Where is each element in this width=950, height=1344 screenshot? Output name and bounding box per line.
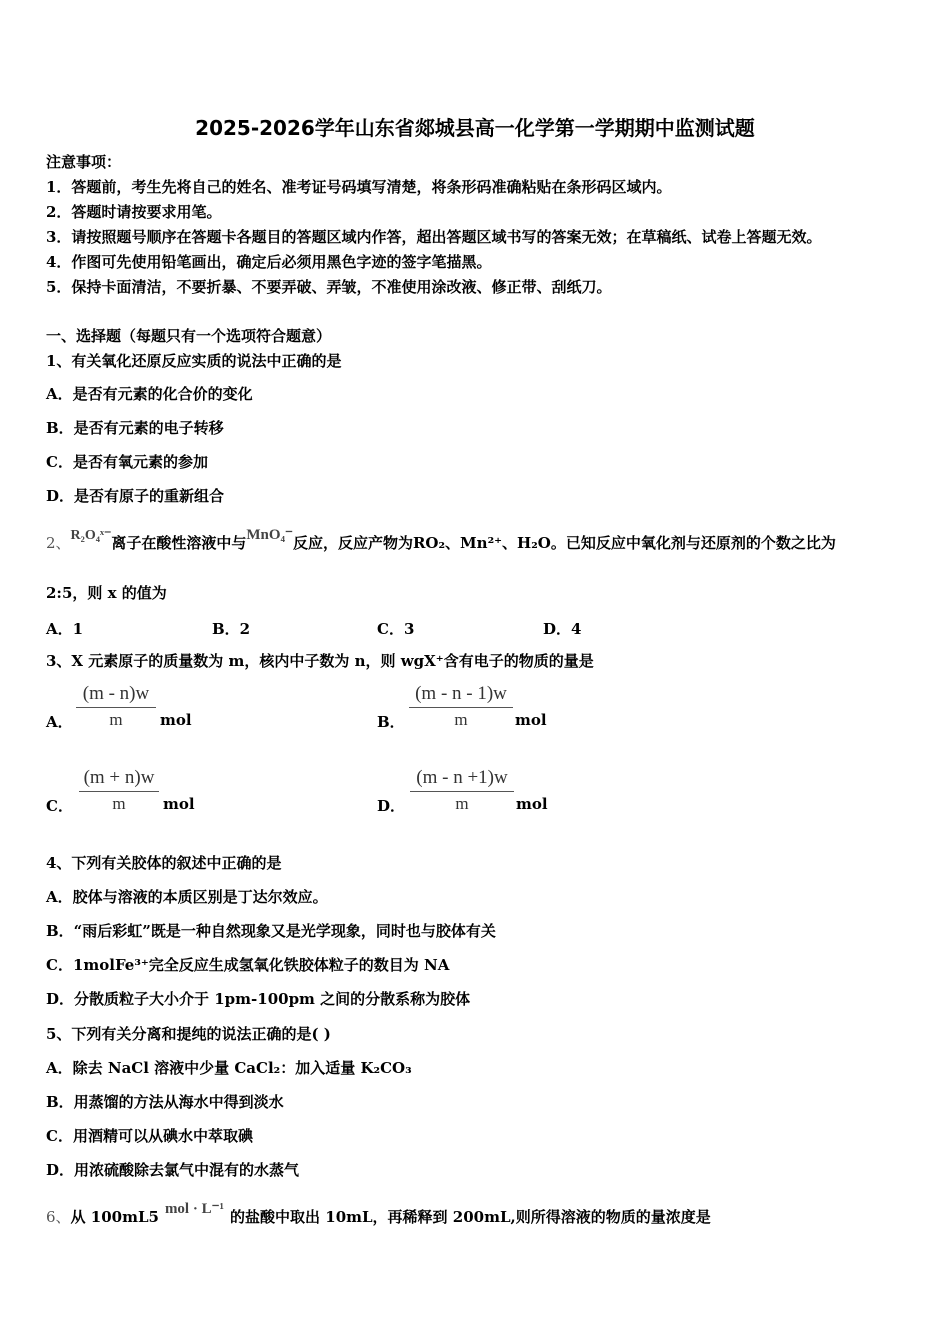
q2-formula-r2o4: R₂O₄ˣ⁻ — [70, 528, 112, 543]
notice-item: 5．保持卡面清洁，不要折暴、不要弄破、弄皱，不准使用涂改液、修正带、刮纸刀。 — [46, 278, 612, 296]
fraction-denominator: m — [455, 794, 469, 813]
q3-option-b-fraction — [409, 683, 513, 730]
q3-option-b-unit: mol — [515, 711, 547, 729]
q3-option-a-label: A． — [46, 713, 73, 731]
q3-option-c-fraction — [79, 767, 159, 814]
q2-option-a: A．1 — [46, 620, 84, 638]
q6-text-rest: 的盐酸中取出 10mL，再稀释到 200mL,则所得溶液的物质的量浓度是 — [230, 1208, 711, 1226]
fraction-numerator: (m - n - 1)w — [415, 683, 507, 704]
q6-number: 6、 — [46, 1208, 71, 1226]
q1-option-b: B．是否有元素的电子转移 — [46, 419, 224, 437]
q5-option-c: C．用酒精可以从碘水中萃取碘 — [46, 1127, 253, 1145]
question-4-stem: 4、下列有关胶体的叙述中正确的是 — [46, 854, 282, 872]
fraction-bar — [410, 791, 514, 792]
q2-formula-mno4: MnO₄⁻ — [246, 527, 293, 543]
notice-item: 4．作图可先使用铅笔画出，确定后必须用黑色字迹的签字笔描黑。 — [46, 253, 492, 271]
q3-option-c-unit: mol — [163, 795, 195, 813]
fraction-denominator: m — [454, 710, 468, 729]
fraction-numerator: (m - n +1)w — [416, 767, 508, 788]
q3-option-b-label: B． — [377, 713, 405, 731]
q3-option-d-label: D． — [377, 797, 406, 815]
q1-option-a: A．是否有元素的化合价的变化 — [46, 385, 253, 403]
question-2-stem-cont: 2:5，则 x 的值为 — [46, 584, 167, 602]
fraction-denominator: m — [109, 710, 123, 729]
page-title: 2025-2026学年山东省郯城县高一化学第一学期期中监测试题 — [195, 116, 755, 140]
notice-item: 2．答题时请按要求用笔。 — [46, 203, 222, 221]
q2-option-b: B．2 — [212, 620, 251, 638]
question-3-stem: 3、X 元素原子的质量数为 m，核内中子数为 n，则 wgX⁺含有电子的物质的量是 — [46, 652, 594, 670]
q2-option-d: D．4 — [543, 620, 582, 638]
question-1-stem: 1、有关氧化还原反应实质的说法中正确的是 — [46, 352, 342, 370]
q2-text-rest: 反应，反应产物为RO₂、Mn²⁺、H₂O。已知反应中氧化剂与还原剂的个数之比为 — [292, 534, 836, 552]
q6-unit-formula: mol · L⁻¹ — [164, 1201, 225, 1217]
q1-option-d: D．是否有原子的重新组合 — [46, 487, 225, 505]
q3-option-a-fraction — [76, 683, 156, 730]
fraction-bar — [79, 791, 159, 792]
question-6-stem — [46, 1201, 711, 1228]
question-5-stem: 5、下列有关分离和提纯的说法正确的是( ) — [46, 1025, 331, 1043]
q5-option-b: B．用蒸馏的方法从海水中得到淡水 — [46, 1093, 284, 1111]
q4-option-b: B．“雨后彩虹”既是一种自然现象又是光学现象，同时也与胶体有关 — [46, 922, 496, 940]
q3-option-a-unit: mol — [160, 711, 192, 729]
q2-text-mid: 离子在酸性溶液中与 — [111, 534, 247, 552]
q5-option-a: A．除去 NaCl 溶液中少量 CaCl₂：加入适量 K₂CO₃ — [46, 1059, 412, 1077]
notice-item: 1．答题前，考生先将自己的姓名、准考证号码填写清楚，将条形码准确粘贴在条形码区域内。 — [46, 178, 672, 196]
notice-item: 3．请按照题号顺序在答题卡各题目的答题区域内作答，超出答题区域书写的答案无效；在草稿纸、试卷上答题无效。 — [46, 228, 822, 246]
q6-text-pre: 从 100mL5 — [70, 1208, 159, 1226]
q3-option-d-unit: mol — [516, 795, 548, 813]
section-heading: 一、选择题（每题只有一个选项符合题意） — [46, 327, 332, 345]
q2-option-c: C．3 — [377, 620, 415, 638]
fraction-denominator: m — [112, 794, 126, 813]
notice-heading: 注意事项： — [46, 153, 122, 171]
fraction-numerator: (m + n)w — [83, 767, 155, 788]
q4-option-c: C．1molFe³⁺完全反应生成氢氧化铁胶体粒子的数目为 NA — [46, 956, 450, 974]
fraction-numerator: (m - n)w — [82, 683, 150, 704]
q3-option-c-label: C． — [46, 797, 73, 815]
fraction-bar — [76, 707, 156, 708]
q5-option-d: D．用浓硫酸除去氯气中混有的水蒸气 — [46, 1161, 300, 1179]
q2-number: 2、 — [46, 534, 71, 552]
question-2-stem — [46, 527, 836, 555]
fraction-bar — [409, 707, 513, 708]
q4-option-a: A．胶体与溶液的本质区别是丁达尔效应。 — [46, 888, 328, 906]
q4-option-d: D．分散质粒子大小介于 1pm-100pm 之间的分散系称为胶体 — [46, 990, 471, 1008]
q3-option-d-fraction — [410, 767, 514, 814]
q1-option-c: C．是否有氧元素的参加 — [46, 453, 208, 471]
